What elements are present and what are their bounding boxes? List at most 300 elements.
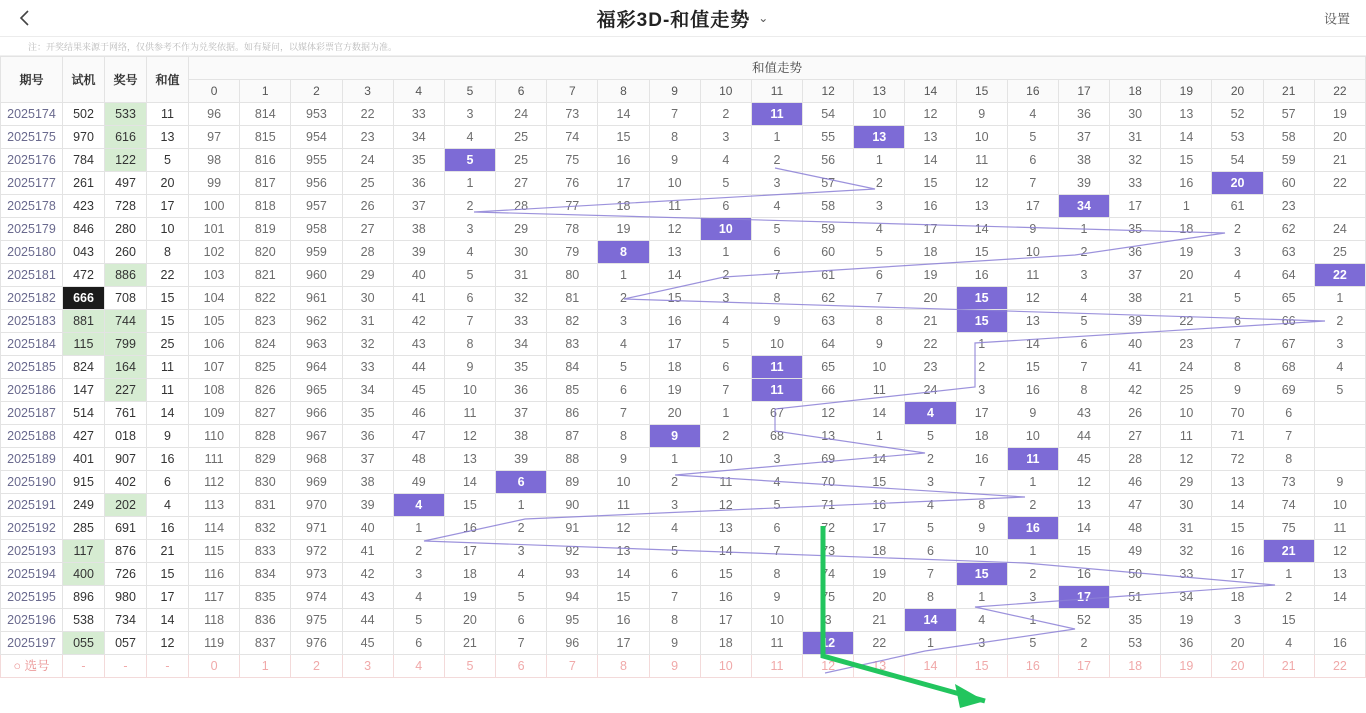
- grid-cell: 16: [854, 494, 905, 517]
- grid-col-header: 20: [1212, 80, 1263, 103]
- table-row[interactable]: [1, 494, 1366, 517]
- grid-cell: 2: [854, 172, 905, 195]
- grid-cell: 5: [854, 241, 905, 264]
- grid-cell: 13: [854, 126, 905, 149]
- grid-cell: 9: [649, 149, 700, 172]
- grid-cell: 108: [189, 379, 240, 402]
- page-title-text: 福彩3D-和值走势: [596, 9, 751, 31]
- grid-cell: 103: [189, 264, 240, 287]
- row-prize: 280: [105, 218, 147, 241]
- grid-cell: 1: [956, 586, 1007, 609]
- grid-cell: 47: [1110, 494, 1161, 517]
- grid-cell: 10: [956, 126, 1007, 149]
- grid-col-header: 8: [598, 80, 649, 103]
- grid-cell: 67: [751, 402, 802, 425]
- footer-number-cell[interactable]: 3: [342, 655, 393, 678]
- grid-cell: 36: [496, 379, 547, 402]
- footer-number-cell[interactable]: 18: [1110, 655, 1161, 678]
- table-row[interactable]: [1, 195, 1366, 218]
- grid-cell: 2: [1263, 586, 1314, 609]
- grid-cell: 19: [1161, 609, 1212, 632]
- grid-cell: 819: [240, 218, 291, 241]
- grid-cell: 5: [393, 609, 444, 632]
- grid-cell: 15: [1161, 149, 1212, 172]
- grid-cell: 831: [240, 494, 291, 517]
- row-period: 2025176: [1, 149, 63, 172]
- grid-cell: 68: [751, 425, 802, 448]
- grid-cell: 4: [393, 494, 444, 517]
- row-test: 846: [63, 218, 105, 241]
- grid-cell: 975: [291, 609, 342, 632]
- grid-cell: 52: [1212, 103, 1263, 126]
- table-row[interactable]: [1, 126, 1366, 149]
- grid-cell: 33: [1110, 172, 1161, 195]
- table-row[interactable]: [1, 287, 1366, 310]
- table-row[interactable]: [1, 425, 1366, 448]
- row-period: 2025178: [1, 195, 63, 218]
- grid-cell: 51: [1110, 586, 1161, 609]
- grid-cell: 26: [1110, 402, 1161, 425]
- table-row[interactable]: [1, 103, 1366, 126]
- footer-number-cell[interactable]: 0: [189, 655, 240, 678]
- grid-cell: 36: [1110, 241, 1161, 264]
- table-body: [1, 103, 1366, 655]
- grid-cell: 3: [751, 448, 802, 471]
- grid-cell: 13: [905, 126, 956, 149]
- row-test: 502: [63, 103, 105, 126]
- row-period: 2025179: [1, 218, 63, 241]
- grid-cell: 72: [1212, 448, 1263, 471]
- row-prize: 980: [105, 586, 147, 609]
- grid-cell: 17: [444, 540, 495, 563]
- grid-cell: 39: [1058, 172, 1109, 195]
- grid-cell: 89: [547, 471, 598, 494]
- grid-cell: 9: [1007, 218, 1058, 241]
- grid-cell: 45: [1058, 448, 1109, 471]
- grid-cell: 3: [444, 218, 495, 241]
- grid-cell: 13: [700, 517, 751, 540]
- row-period: 2025197: [1, 632, 63, 655]
- grid-cell: 820: [240, 241, 291, 264]
- grid-cell: 5: [1007, 126, 1058, 149]
- grid-cell: 7: [1007, 172, 1058, 195]
- footer-number-cell[interactable]: 11: [751, 655, 802, 678]
- table-foot: [1, 655, 1366, 678]
- grid-cell: 61: [1212, 195, 1263, 218]
- grid-cell: 9: [751, 586, 802, 609]
- footer-number-cell[interactable]: 17: [1058, 655, 1109, 678]
- grid-cell: 37: [1058, 126, 1109, 149]
- grid-cell: 8: [956, 494, 1007, 517]
- row-period: 2025182: [1, 287, 63, 310]
- grid-cell: 3: [649, 494, 700, 517]
- grid-cell: 837: [240, 632, 291, 655]
- table-row[interactable]: [1, 218, 1366, 241]
- grid-cell: 1: [1161, 195, 1212, 218]
- grid-cell: 55: [803, 126, 854, 149]
- grid-cell: 41: [1110, 356, 1161, 379]
- grid-cell: 2: [649, 471, 700, 494]
- grid-cell: 4: [956, 609, 1007, 632]
- grid-cell: 1: [854, 425, 905, 448]
- grid-cell: 11: [751, 356, 802, 379]
- grid-cell: 25: [342, 172, 393, 195]
- grid-cell: 22: [1314, 264, 1365, 287]
- grid-cell: 3: [444, 103, 495, 126]
- grid-cell: 99: [189, 172, 240, 195]
- grid-cell: 53: [1212, 126, 1263, 149]
- row-sum: 4: [147, 494, 189, 517]
- grid-cell: 85: [547, 379, 598, 402]
- row-test: 881: [63, 310, 105, 333]
- grid-cell: 6: [854, 264, 905, 287]
- table-row[interactable]: [1, 402, 1366, 425]
- grid-cell: 12: [803, 402, 854, 425]
- row-test: 514: [63, 402, 105, 425]
- grid-cell: 9: [649, 425, 700, 448]
- grid-cell: 10: [649, 172, 700, 195]
- row-period: 2025175: [1, 126, 63, 149]
- grid-cell: 30: [1161, 494, 1212, 517]
- grid-cell: 44: [393, 356, 444, 379]
- row-sum: 21: [147, 540, 189, 563]
- chevron-down-icon[interactable]: ⌄: [758, 11, 770, 25]
- grid-cell: 19: [1161, 241, 1212, 264]
- grid-cell: 4: [1058, 287, 1109, 310]
- grid-cell: 30: [1110, 103, 1161, 126]
- footer-number-cell[interactable]: 4: [393, 655, 444, 678]
- page-title[interactable]: [597, 5, 770, 32]
- table-row[interactable]: [1, 609, 1366, 632]
- grid-cell: 67: [1263, 333, 1314, 356]
- back-icon[interactable]: [14, 7, 36, 29]
- row-test: 261: [63, 172, 105, 195]
- grid-cell: 830: [240, 471, 291, 494]
- footer-number-cell[interactable]: 12: [803, 655, 854, 678]
- grid-cell: 15: [956, 287, 1007, 310]
- footer-number-cell[interactable]: 14: [905, 655, 956, 678]
- grid-cell: 3: [598, 310, 649, 333]
- grid-cell: 15: [649, 287, 700, 310]
- footer-number-cell[interactable]: 19: [1161, 655, 1212, 678]
- footer-number-cell[interactable]: 5: [444, 655, 495, 678]
- select-label[interactable]: ○ 选号: [1, 655, 63, 678]
- grid-cell: 83: [547, 333, 598, 356]
- row-sum: 11: [147, 379, 189, 402]
- grid-cell: 4: [1212, 264, 1263, 287]
- row-period: 2025185: [1, 356, 63, 379]
- footer-number-cell[interactable]: 2: [291, 655, 342, 678]
- grid-cell: 11: [956, 149, 1007, 172]
- grid-cell: 72: [803, 517, 854, 540]
- grid-cell: 8: [444, 333, 495, 356]
- row-test: 043: [63, 241, 105, 264]
- grid-cell: 4: [1314, 356, 1365, 379]
- grid-cell: 96: [189, 103, 240, 126]
- row-sum: 10: [147, 218, 189, 241]
- grid-cell: 21: [444, 632, 495, 655]
- grid-cell: 7: [1058, 356, 1109, 379]
- table-row[interactable]: [1, 471, 1366, 494]
- footer-number-cell[interactable]: 1: [240, 655, 291, 678]
- grid-cell: 16: [956, 448, 1007, 471]
- row-sum: 17: [147, 195, 189, 218]
- grid-cell: 29: [1161, 471, 1212, 494]
- grid-cell: 28: [1110, 448, 1161, 471]
- table-row[interactable]: [1, 149, 1366, 172]
- grid-cell: 76: [547, 172, 598, 195]
- grid-cell: 82: [547, 310, 598, 333]
- row-prize: 402: [105, 471, 147, 494]
- grid-cell: 3: [803, 609, 854, 632]
- grid-cell: 90: [547, 494, 598, 517]
- grid-cell: 19: [854, 563, 905, 586]
- grid-cell: 817: [240, 172, 291, 195]
- grid-cell: 65: [803, 356, 854, 379]
- grid-cell: 3: [1212, 609, 1263, 632]
- grid-cell: 20: [854, 586, 905, 609]
- grid-cell: 7: [905, 563, 956, 586]
- grid-cell: 822: [240, 287, 291, 310]
- grid-cell: 68: [1263, 356, 1314, 379]
- grid-cell: 71: [803, 494, 854, 517]
- table-head-row-title: [1, 57, 1366, 80]
- grid-cell: 963: [291, 333, 342, 356]
- grid-cell: 8: [1263, 448, 1314, 471]
- row-test: 784: [63, 149, 105, 172]
- page-header: [0, 0, 1366, 37]
- grid-cell: 63: [803, 310, 854, 333]
- grid-cell: 23: [1263, 195, 1314, 218]
- grid-cell: 967: [291, 425, 342, 448]
- grid-cell: 17: [1058, 586, 1109, 609]
- grid-cell: 833: [240, 540, 291, 563]
- grid-cell: 14: [598, 563, 649, 586]
- grid-cell: 49: [1110, 540, 1161, 563]
- grid-cell: 2: [496, 517, 547, 540]
- grid-cell: 6: [496, 471, 547, 494]
- grid-cell: 9: [956, 517, 1007, 540]
- row-period: 2025180: [1, 241, 63, 264]
- grid-cell: 18: [700, 632, 751, 655]
- grid-cell: 19: [444, 586, 495, 609]
- grid-cell: 35: [393, 149, 444, 172]
- grid-col-header: 22: [1314, 80, 1365, 103]
- table-row[interactable]: [1, 632, 1366, 655]
- grid-cell: 87: [547, 425, 598, 448]
- grid-cell: 26: [342, 195, 393, 218]
- grid-cell: 73: [1263, 471, 1314, 494]
- grid-cell: 11: [444, 402, 495, 425]
- footer-number-cell[interactable]: 9: [649, 655, 700, 678]
- grid-cell: 15: [956, 310, 1007, 333]
- grid-cell: 21: [854, 609, 905, 632]
- grid-cell: 7: [854, 287, 905, 310]
- table-row[interactable]: [1, 241, 1366, 264]
- settings-button[interactable]: 设置: [1323, 11, 1350, 27]
- row-test: 400: [63, 563, 105, 586]
- row-period: 2025190: [1, 471, 63, 494]
- table-row[interactable]: [1, 379, 1366, 402]
- grid-cell: 54: [1212, 149, 1263, 172]
- row-sum: 5: [147, 149, 189, 172]
- row-sum: 11: [147, 103, 189, 126]
- grid-cell: 1: [1007, 540, 1058, 563]
- grid-cell: 17: [649, 333, 700, 356]
- grid-cell: 5: [1314, 379, 1365, 402]
- footer-number-cell[interactable]: 20: [1212, 655, 1263, 678]
- grid-col-header: 10: [700, 80, 751, 103]
- table-row[interactable]: [1, 310, 1366, 333]
- grid-cell: 20: [444, 609, 495, 632]
- row-period: 2025181: [1, 264, 63, 287]
- row-prize: 533: [105, 103, 147, 126]
- grid-cell: 966: [291, 402, 342, 425]
- grid-cell: 953: [291, 103, 342, 126]
- grid-cell: 19: [1314, 103, 1365, 126]
- grid-cell: 75: [803, 586, 854, 609]
- grid-cell: 11: [1007, 264, 1058, 287]
- grid-cell: 24: [1314, 218, 1365, 241]
- row-period: 2025186: [1, 379, 63, 402]
- grid-cell: 38: [342, 471, 393, 494]
- grid-cell: 14: [1058, 517, 1109, 540]
- footer-row[interactable]: [1, 655, 1366, 678]
- grid-cell: 13: [803, 425, 854, 448]
- grid-cell: 12: [1007, 287, 1058, 310]
- footer-number-cell[interactable]: 21: [1263, 655, 1314, 678]
- grid-cell: 29: [496, 218, 547, 241]
- grid-cell: 974: [291, 586, 342, 609]
- grid-cell: 7: [956, 471, 1007, 494]
- footer-number-cell[interactable]: 15: [956, 655, 1007, 678]
- grid-cell: 4: [854, 218, 905, 241]
- grid-cell: 3: [496, 540, 547, 563]
- grid-cell: 50: [1110, 563, 1161, 586]
- grid-cell: 71: [1212, 425, 1263, 448]
- grid-cell: 962: [291, 310, 342, 333]
- grid-cell: 43: [342, 586, 393, 609]
- grid-cell: 15: [1058, 540, 1109, 563]
- grid-cell: 23: [1161, 333, 1212, 356]
- grid-cell: 5: [905, 517, 956, 540]
- footer-number-cell[interactable]: 13: [854, 655, 905, 678]
- grid-cell: 7: [598, 402, 649, 425]
- grid-cell: 20: [1212, 632, 1263, 655]
- footer-number-cell[interactable]: 7: [547, 655, 598, 678]
- grid-cell: 59: [1263, 149, 1314, 172]
- row-prize: 728: [105, 195, 147, 218]
- grid-cell: 69: [803, 448, 854, 471]
- grid-cell: 38: [1110, 287, 1161, 310]
- grid-cell: 46: [393, 402, 444, 425]
- grid-cell: 836: [240, 609, 291, 632]
- grid-cell: 17: [1007, 195, 1058, 218]
- grid-cell: 75: [547, 149, 598, 172]
- grid-cell: 70: [803, 471, 854, 494]
- grid-cell: 11: [1314, 517, 1365, 540]
- row-sum: 20: [147, 172, 189, 195]
- grid-cell: 45: [342, 632, 393, 655]
- grid-cell: 1: [1007, 609, 1058, 632]
- grid-cell: 14: [854, 402, 905, 425]
- grid-cell: 14: [649, 264, 700, 287]
- grid-cell: 17: [854, 517, 905, 540]
- grid-cell: 23: [905, 356, 956, 379]
- table-row[interactable]: [1, 540, 1366, 563]
- grid-cell: 9: [1212, 379, 1263, 402]
- grid-col-header: 13: [854, 80, 905, 103]
- grid-cell: 13: [1161, 103, 1212, 126]
- table-row[interactable]: [1, 356, 1366, 379]
- grid-cell: 84: [547, 356, 598, 379]
- grid-cell: 1: [700, 402, 751, 425]
- footer-number-cell[interactable]: 22: [1314, 655, 1365, 678]
- table-row[interactable]: [1, 264, 1366, 287]
- grid-cell: 4: [905, 402, 956, 425]
- grid-cell: 86: [547, 402, 598, 425]
- table-row[interactable]: [1, 586, 1366, 609]
- grid-cell: 827: [240, 402, 291, 425]
- grid-cell: 47: [393, 425, 444, 448]
- row-prize: 227: [105, 379, 147, 402]
- grid-cell: 4: [905, 494, 956, 517]
- grid-cell: 113: [189, 494, 240, 517]
- grid-cell: 58: [803, 195, 854, 218]
- table-row[interactable]: [1, 333, 1366, 356]
- footer-number-cell[interactable]: 16: [1007, 655, 1058, 678]
- grid-cell: 1: [598, 264, 649, 287]
- row-test: 427: [63, 425, 105, 448]
- grid-cell: 45: [393, 379, 444, 402]
- grid-cell: 7: [700, 379, 751, 402]
- grid-cell: 115: [189, 540, 240, 563]
- grid-cell: 24: [1161, 356, 1212, 379]
- row-prize: 691: [105, 517, 147, 540]
- grid-cell: 5: [649, 540, 700, 563]
- grid-cell: 74: [803, 563, 854, 586]
- footer-number-cell[interactable]: 10: [700, 655, 751, 678]
- row-test: 666: [63, 287, 105, 310]
- grid-cell: 14: [598, 103, 649, 126]
- grid-cell: 4: [1007, 103, 1058, 126]
- table-row[interactable]: [1, 172, 1366, 195]
- grid-cell: 958: [291, 218, 342, 241]
- table-row[interactable]: [1, 517, 1366, 540]
- grid-col-header: 21: [1263, 80, 1314, 103]
- table-row[interactable]: [1, 563, 1366, 586]
- grid-cell: 22: [905, 333, 956, 356]
- grid-cell: 18: [598, 195, 649, 218]
- grid-cell: 6: [1007, 149, 1058, 172]
- grid-cell: 6: [598, 379, 649, 402]
- footer-number-cell[interactable]: 8: [598, 655, 649, 678]
- grid-cell: 825: [240, 356, 291, 379]
- footer-number-cell[interactable]: 6: [496, 655, 547, 678]
- section-title: 和值走势: [189, 57, 1366, 80]
- grid-cell: 1: [1263, 563, 1314, 586]
- grid-cell: 114: [189, 517, 240, 540]
- row-period: 2025192: [1, 517, 63, 540]
- grid-cell: 2: [700, 425, 751, 448]
- grid-cell: 8: [854, 310, 905, 333]
- grid-cell: 7: [751, 264, 802, 287]
- grid-cell: 10: [1314, 494, 1365, 517]
- row-period: 2025188: [1, 425, 63, 448]
- grid-cell: 19: [598, 218, 649, 241]
- grid-cell: 64: [803, 333, 854, 356]
- table-row[interactable]: [1, 448, 1366, 471]
